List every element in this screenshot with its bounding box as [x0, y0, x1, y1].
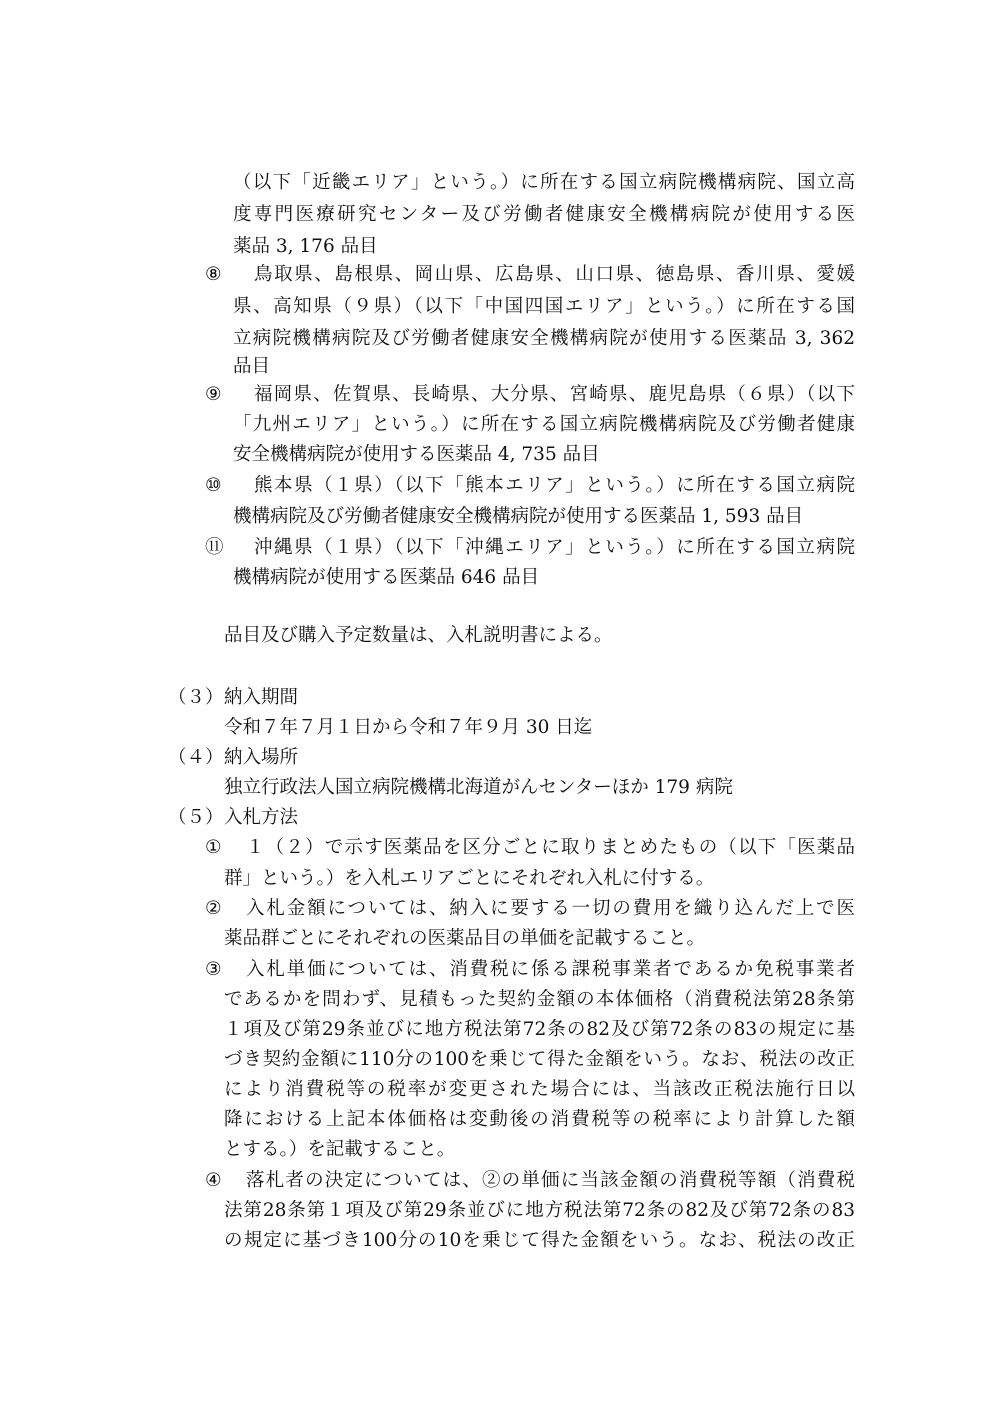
item7-line-1: （以下「近畿エリア」という。）に所在する国立病院機構病院、国立高 — [233, 172, 855, 193]
section5-item3-marker: ③ — [205, 959, 222, 980]
item8-line-4: 品目 — [233, 356, 271, 377]
item10-line-2: 機構病院及び労働者健康安全機構病院が使用する医薬品 1, 593 品目 — [233, 506, 804, 527]
item7-line-3: 薬品 3, 176 品目 — [233, 236, 378, 257]
section5-item1-marker: ① — [205, 837, 222, 858]
section5-marker: （５） — [168, 807, 224, 828]
section5-item3-line-3: １項及び第29条並びに地方税法第72条の82及び第72条の83の規定に基 — [224, 1019, 855, 1040]
item10-marker: ⑩ — [205, 475, 222, 496]
note-text: 品目及び購入予定数量は、入札説明書による。 — [224, 625, 613, 646]
item9-line-2: 「九州エリア」という。）に所在する国立病院機構病院及び労働者健康 — [233, 414, 855, 435]
section5-item2-marker: ② — [205, 898, 222, 919]
section3-body: 令和７年７月１日から令和７年９月 30 日迄 — [224, 717, 593, 738]
item10-line-1: 熊本県（１県）（以下「熊本エリア」という。）に所在する国立病院 — [254, 475, 855, 496]
section4-marker: （４） — [168, 747, 224, 768]
section4-body: 独立行政法人国立病院機構北海道がんセンターほか 179 病院 — [224, 777, 733, 798]
item11-line-2: 機構病院が使用する医薬品 646 品目 — [233, 567, 540, 588]
item9-line-1: 福岡県、佐賀県、長崎県、大分県、宮崎県、鹿児島県（６県）（以下 — [254, 384, 855, 405]
section5-item4-marker: ④ — [205, 1170, 222, 1191]
item8-line-1: 鳥取県、島根県、岡山県、広島県、山口県、徳島県、香川県、愛媛 — [254, 264, 855, 285]
section5-item1-line-1: １（２）で示す医薬品を区分ごとに取りまとめたもの（以下「医薬品 — [246, 837, 855, 858]
item11-marker: ⑪ — [205, 537, 224, 558]
section5-item2-line-1: 入札金額については、納入に要する一切の費用を織り込んだ上で医 — [246, 898, 855, 919]
section5-item4-line-2: 法第28条第１項及び第29条並びに地方税法第72条の82及び第72条の83 — [224, 1200, 855, 1221]
section5-item3-line-6: 降における上記本体価格は変動後の消費税等の税率により計算した額 — [224, 1109, 855, 1130]
section4-heading: 納入場所 — [224, 747, 299, 768]
section5-item1-line-2: 群」という。）を入札エリアごとにそれぞれ入札に付する。 — [224, 868, 715, 889]
section5-item4-line-1: 落札者の決定については、②の単価に当該金額の消費税等額（消費税 — [246, 1170, 855, 1191]
item7-line-2: 度専門医療研究センター及び労働者健康安全機構病院が使用する医 — [233, 204, 855, 225]
item8-line-3: 立病院機構病院及び労働者健康安全機構病院が使用する医薬品 3, 362 — [233, 328, 855, 349]
item9-marker: ⑨ — [205, 384, 222, 405]
section5-item2-line-2: 薬品群ごとにそれぞれの医薬品目の単価を記載すること。 — [224, 928, 706, 949]
section3-heading: 納入期間 — [224, 687, 299, 708]
item8-line-2: 県、高知県（９県）（以下「中国四国エリア」という。）に所在する国 — [233, 296, 855, 317]
item8-marker: ⑧ — [205, 264, 222, 285]
item9-line-3: 安全機構病院が使用する医薬品 4, 735 品目 — [233, 444, 600, 465]
section5-item3-line-2: であるかを問わず、見積もった契約金額の本体価格（消費税法第28条第 — [224, 989, 855, 1010]
section5-item3-line-7: とする。）を記載すること。 — [224, 1139, 456, 1160]
section5-item3-line-5: により消費税等の税率が変更された場合には、当該改正税法施行日以 — [224, 1079, 855, 1100]
section5-item4-line-3: の規定に基づき100分の10を乗じて得た金額をいう。なお、税法の改正 — [224, 1230, 855, 1251]
section3-marker: （３） — [168, 687, 224, 708]
section5-item3-line-4: づき契約金額に110分の100を乗じて得た金額をいう。なお、税法の改正 — [224, 1049, 855, 1070]
item11-line-1: 沖縄県（１県）（以下「沖縄エリア」という。）に所在する国立病院 — [254, 537, 855, 558]
section5-heading: 入札方法 — [224, 807, 299, 828]
section5-item3-line-1: 入札単価については、消費税に係る課税事業者であるか免税事業者 — [246, 959, 855, 980]
